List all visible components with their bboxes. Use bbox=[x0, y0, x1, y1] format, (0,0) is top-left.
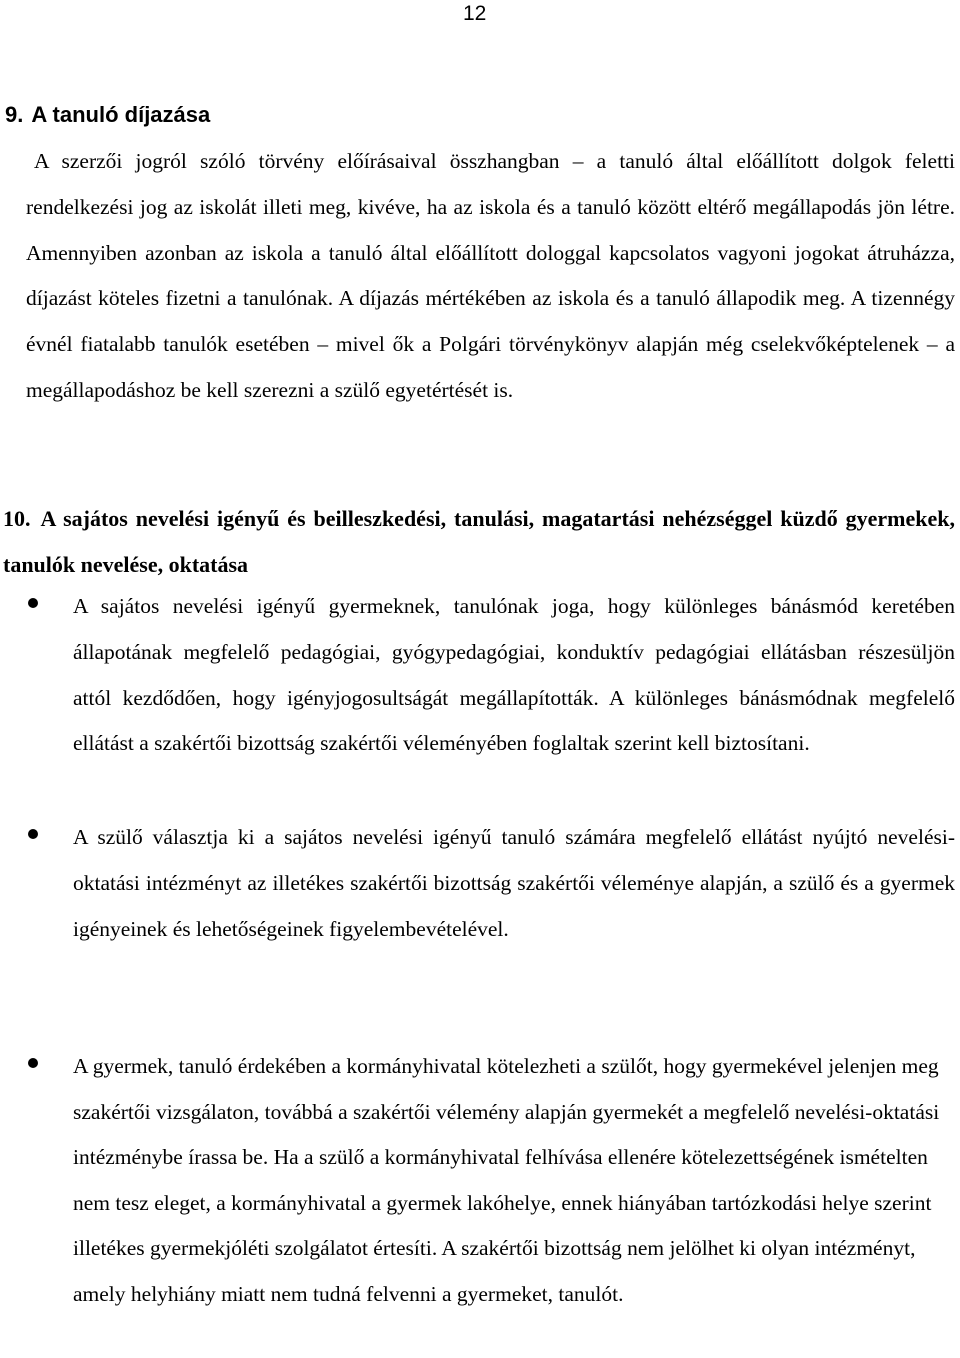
page-number: 12 bbox=[463, 2, 487, 25]
section-10-heading bbox=[3, 496, 955, 588]
bullet-icon bbox=[28, 598, 38, 608]
section-9-title: A tanuló díjazása bbox=[31, 102, 211, 127]
list-item-text: A szülő választja ki a sajátos nevelési igényű tanuló számára megfelelő ellátást nyújtó nevelési-oktatási intézményt az illetékes szakértői bizottság szakértői véleménye alapján, a szülő és a gyermek igényeinek és lehetőségeinek figyelembevételével. bbox=[73, 825, 955, 941]
section-9-heading bbox=[5, 102, 210, 128]
section-10-number: 10. bbox=[3, 506, 31, 531]
list-item bbox=[28, 815, 955, 952]
list-item bbox=[28, 1044, 955, 1317]
section-9-paragraph: A szerzői jogról szóló törvény előírásaival összhangban – a tanuló által előállított dolgok feletti rendelkezési jog az iskolát illeti meg, kivéve, ha az iskola és a tanuló között eltérő megállapodás jön létre. Amennyiben azonban az iskola a tanuló által előállított dologgal kapcsolatos vagyoni jogokat átruházza, díjazást köteles fizetni a tanulónak. A díjazás mértékében az iskola és a tanuló állapodik meg. A tizennégy évnél fiatalabb tanulók esetében – mivel ők a Polgári törvénykönyv alapján még cselekvőképtelenek – a megállapodáshoz be kell szerezni a szülő egyetértését is. bbox=[26, 149, 955, 402]
list-item bbox=[28, 584, 955, 767]
bullet-icon bbox=[28, 1058, 38, 1068]
bullet-icon bbox=[28, 829, 38, 839]
section-9-number: 9. bbox=[5, 102, 24, 127]
list-item-text: A gyermek, tanuló érdekében a kormányhivatal kötelezheti a szülőt, hogy gyermekével jelenjen meg szakértői vizsgálaton, továbbá a szakértői vélemény alapján gyermekét a megfelelő nevelési-oktatási intézménybe írassa be. Ha a szülő a kormányhivatal felhívása ellenére kötelezettségének ismételten nem tesz eleget, a kormányhivatal a gyermek lakóhelye, ennek hiányában tartózkodási helye szerint illetékes gyermekjóléti szolgálatot értesíti. A szakértői bizottság nem jelölhet ki olyan intézményt, amely helyhiány miatt nem tudná felvenni a gyermeket, tanulót. bbox=[73, 1054, 940, 1306]
section-10-title: A sajátos nevelési igényű és beilleszkedési, tanulási, magatartási nehézséggel küzdő gyermekek, tanulók nevelése, oktatása bbox=[3, 506, 955, 577]
list-item-text: A sajátos nevelési igényű gyermeknek, tanulónak joga, hogy különleges bánásmód keretében állapotának megfelelő pedagógiai, gyógypedagógiai, konduktív pedagógiai ellátásban részesüljön attól kezdődően, hogy igényjogosultságát megállapították. A különleges bánásmódnak megfelelő ellátást a szakértői bizottság szakértői véleményében foglaltak szerint kell biztosítani. bbox=[73, 594, 955, 756]
